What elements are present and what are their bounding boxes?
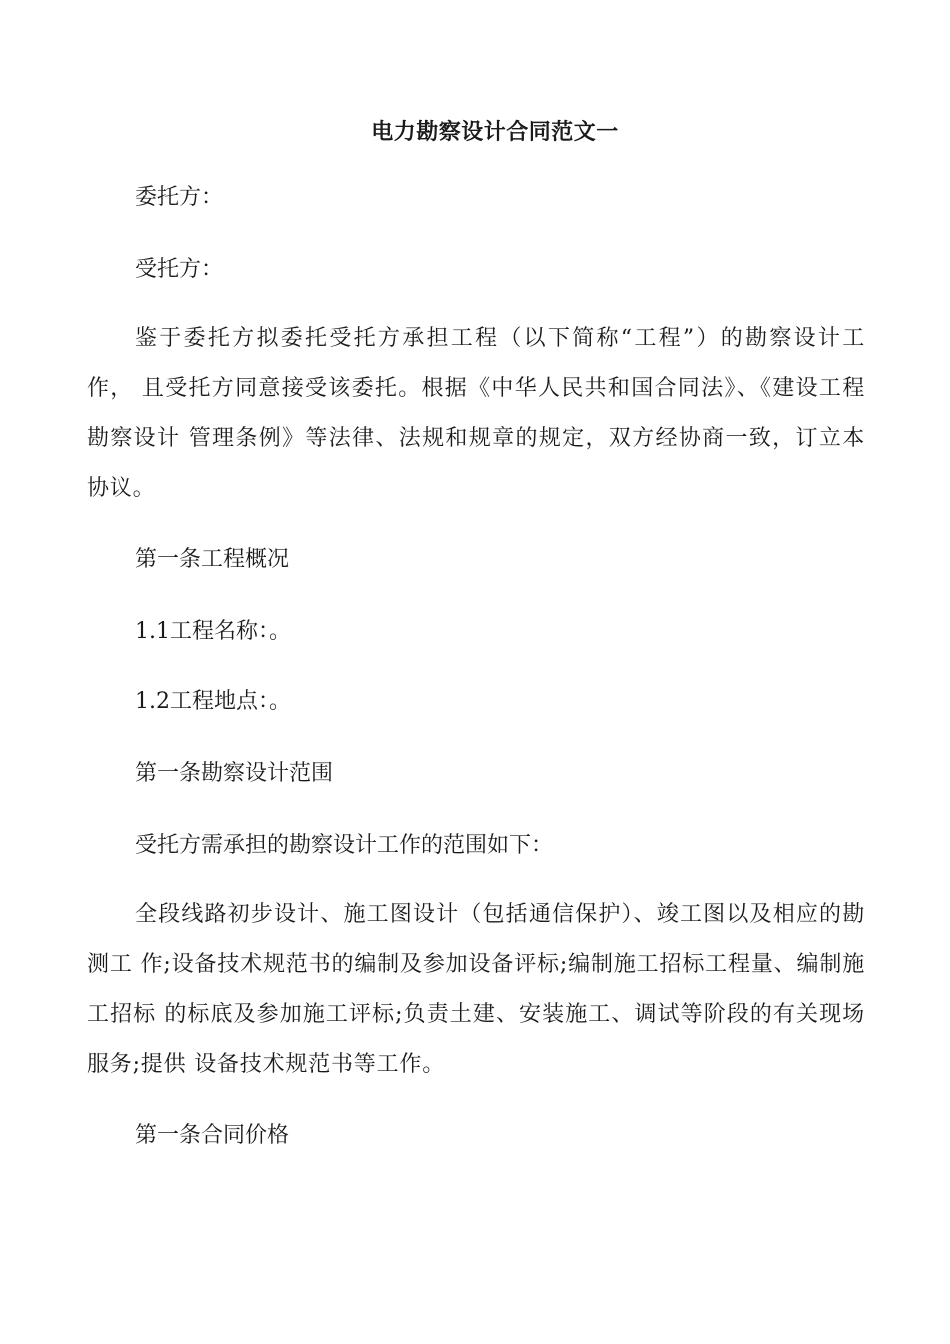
- intro-paragraph: 鉴于委托方拟委托受托方承担工程（以下简称“工程”）的勘察设计工作， 且受托方同意接受该委托。根据《中华人民共和国合同法》、《建设工程勘察设计 管理条例》等法律、法规和规章的规定，双方经协商一致，订立本协议。: [87, 326, 865, 501]
- contractor-label: 受托方：: [135, 257, 224, 282]
- document-title: 电力勘察设计合同范文一: [371, 119, 619, 145]
- article-2-heading: 第一条勘察设计范围: [135, 761, 334, 786]
- article-3-heading: 第一条合同价格: [135, 1123, 290, 1148]
- project-name-item: 1.1工程名称：。: [135, 619, 291, 644]
- scope-intro: 受托方需承担的勘察设计工作的范围如下：: [135, 833, 554, 858]
- article-1-heading: 第一条工程概况: [135, 547, 290, 572]
- scope-paragraph: 全段线路初步设计、施工图设计（包括通信保护）、竣工图以及相应的勘测工 作;设备技术规范书的编制及参加设备评标;编制施工招标工程量、编制施工招标 的标底及参加施工评标;负责土建、安装施工、调试等阶段的有关现场服务;提供 设备技术规范书等工作。: [87, 902, 865, 1077]
- client-label: 委托方：: [135, 185, 224, 210]
- project-location-item: 1.2工程地点：。: [135, 689, 291, 714]
